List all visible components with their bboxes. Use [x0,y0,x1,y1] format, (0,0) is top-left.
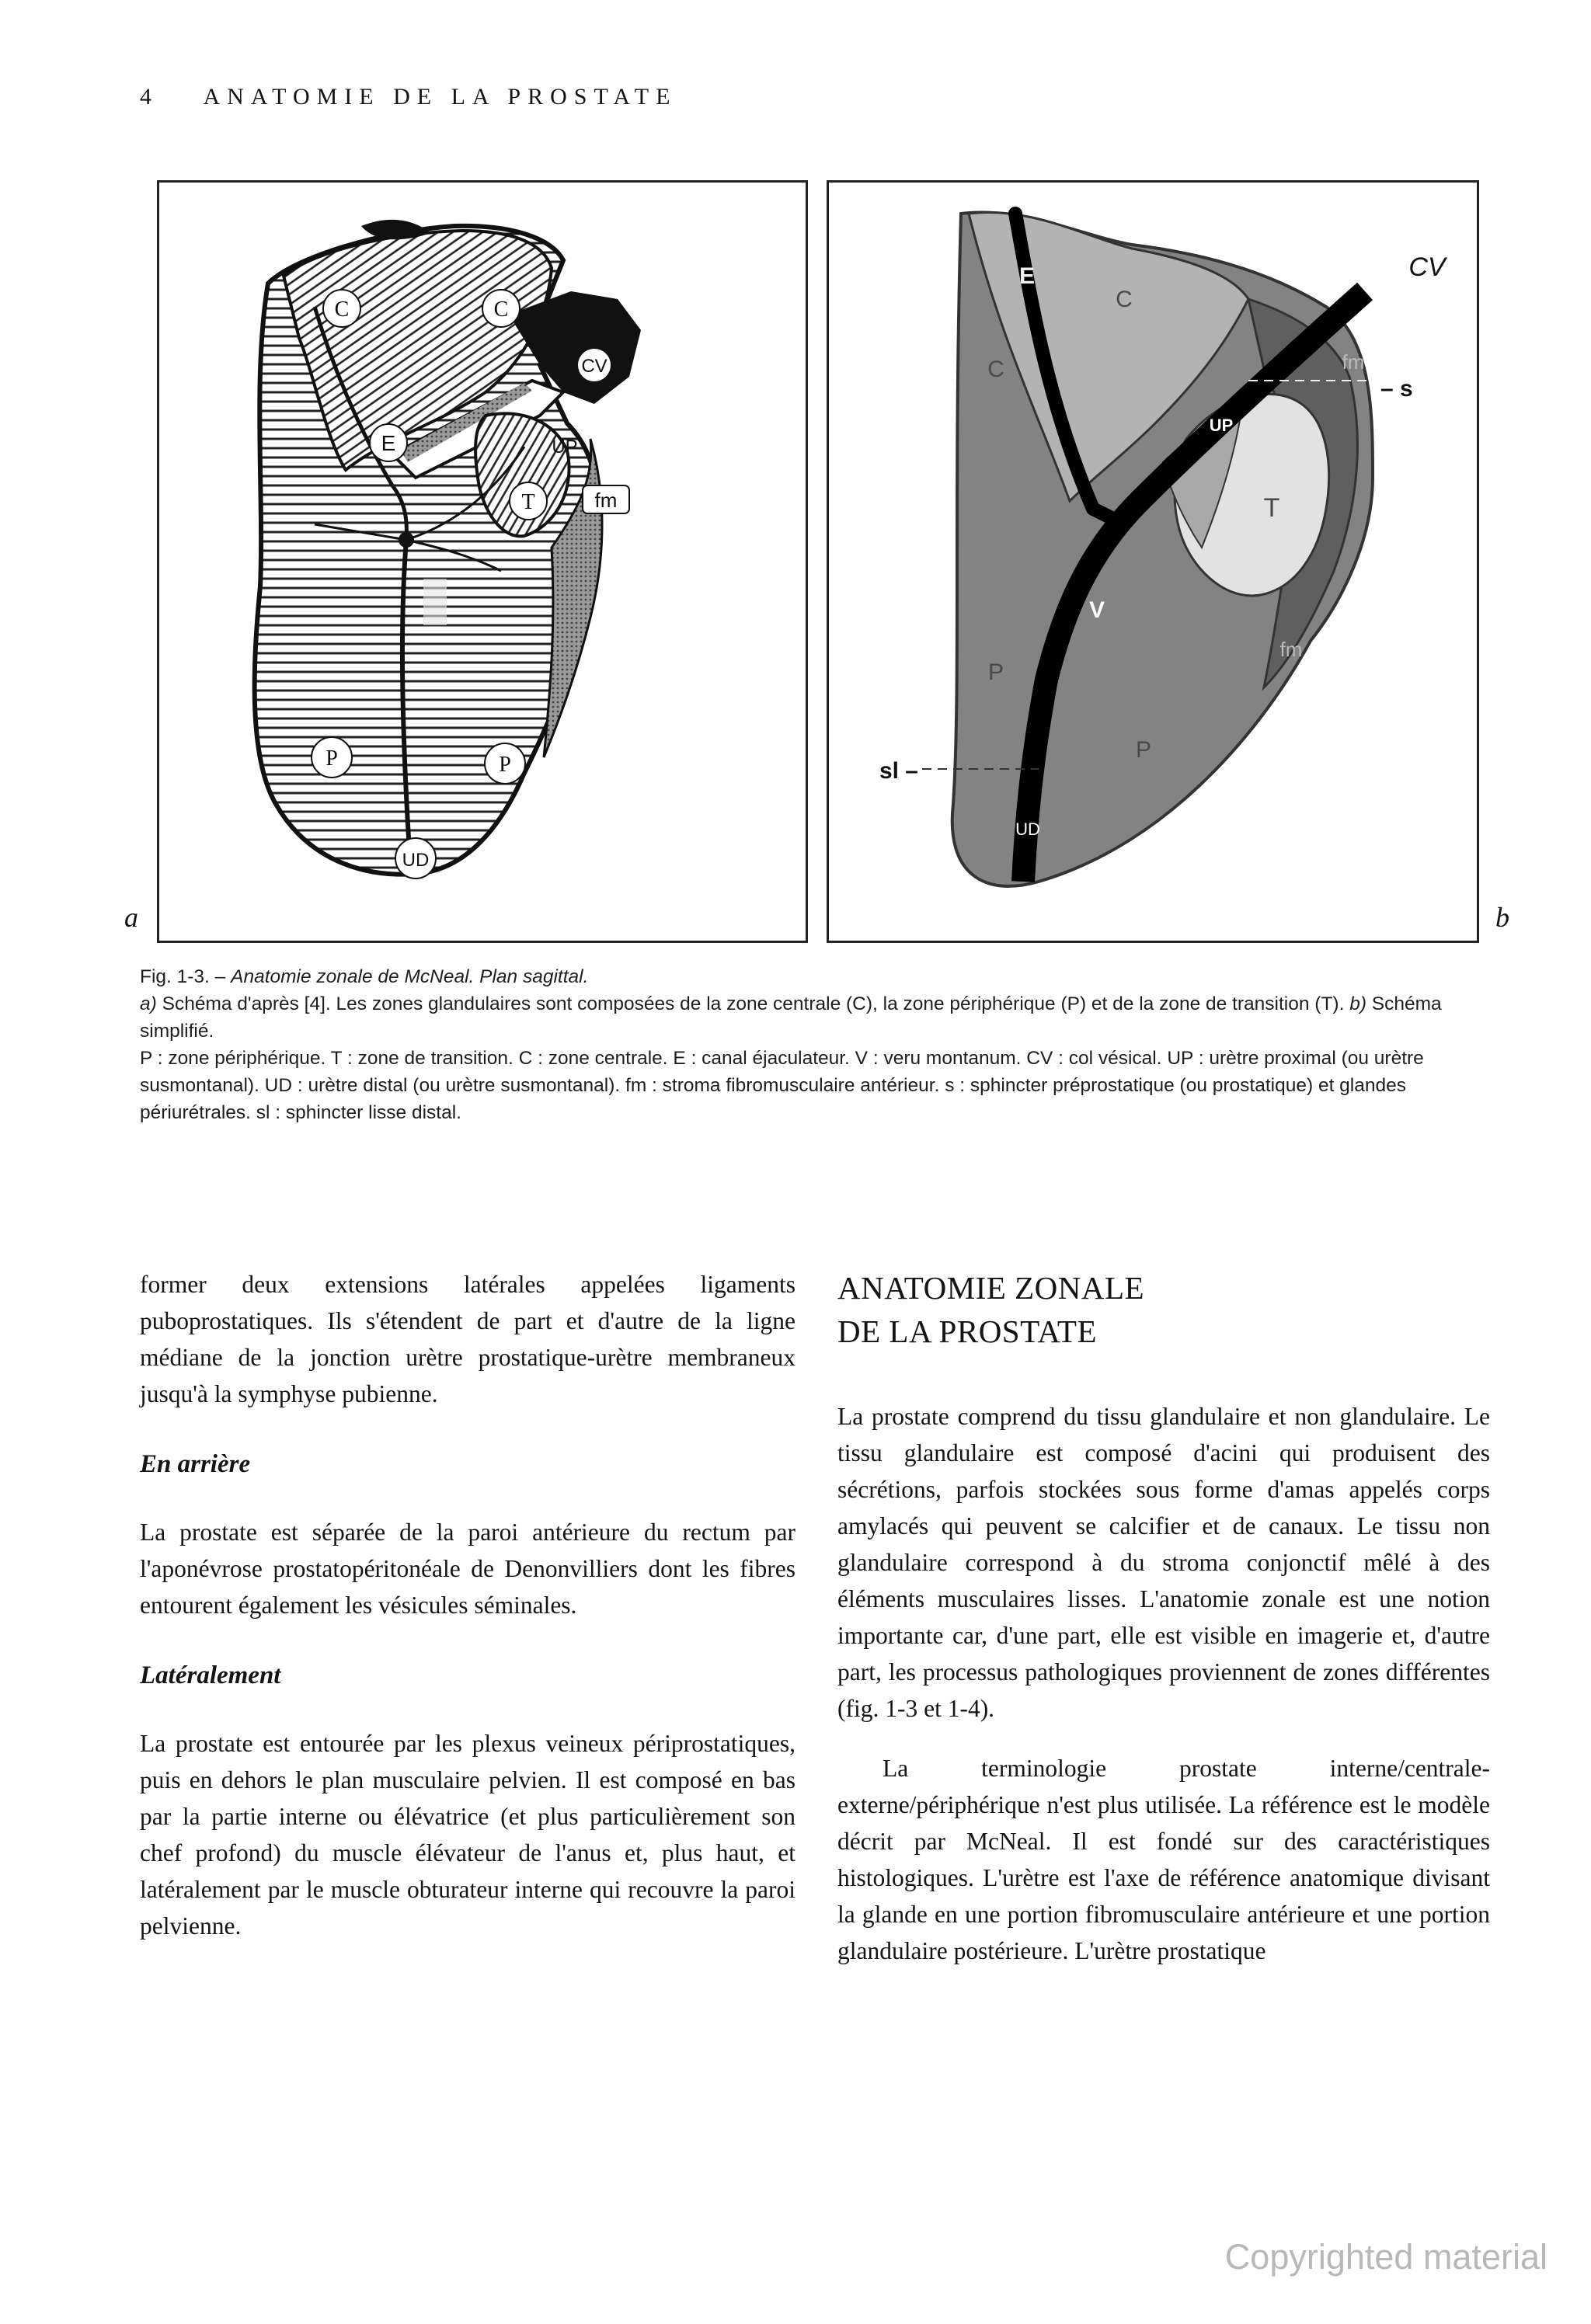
zone-label-sl: sl – [879,758,918,784]
paragraph: La prostate est entourée par les plexus veineux périprostatiques, puis en dehors le plan musculaire pelvien. Il est composé en bas par la partie interne ou élévatrice (et plus particulièrement son chef profond) du muscle élévateur de l'anus et, plus haut, et latéralement par le muscle obturateur interne qui recouvre la paroi pelvienne. [140,1730,796,1940]
left-column [140,1266,796,1944]
zone-label-p1: P [987,659,1004,685]
subheading-en-arriere: En arrière [140,1450,251,1478]
zone-label-c1: C [1116,287,1133,312]
section-heading-line1: ANATOMIE ZONALE [837,1270,1145,1306]
paragraph: former deux extensions latérales appelées ligaments puboprostatiques. Ils s'étendent de part et d'autre de la ligne médiane de la jonction urètre prostatique-urètre membraneux jusqu'à la symphyse pubienne. [140,1271,796,1407]
figure-panel-b [827,180,1479,943]
zone-label-cv: CV [1408,252,1446,282]
zone-label-fm1: fm [1342,350,1365,374]
zone-label-up: UP [1209,416,1234,435]
caption-a-label: a) [140,993,157,1014]
paragraph: La prostate est séparée de la paroi antérieure du rectum par l'aponévrose prostatopéritonéale de Denonvilliers dont les fibres entourent également les vésicules séminales. [140,1519,796,1619]
zone-label-p1: P [326,746,338,771]
caption-legend: P : zone périphérique. T : zone de transition. C : zone centrale. E : canal éjaculateur. V : veru montanum. CV : col vésical. UP : urètre proximal (ou urètre susmontanal). UD : urètre distal (ou urètre susmontanal). fm : stroma fibromusculaire antérieur. s : sphincter préprostatique (ou prostatique) et glandes périurétrales. sl : sphincter lisse distal. [140,1048,1424,1123]
figure-panel-a [157,180,808,943]
zone-label-ud: UD [1015,819,1040,839]
sagittal-schema-a [159,183,806,941]
caption-a-text: Schéma d'après [4]. Les zones glandulaires sont composées de la zone centrale (C), la zone périphérique (P) et de la zone de transition (T). [156,993,1350,1014]
zone-label-c1: C [334,297,350,322]
paragraph: La terminologie prostate interne/centrale-externe/périphérique n'est plus utilisée. La référence est le modèle décrit par McNeal. Il est fondé sur des caractéristiques histologiques. L'urètre est l'axe de référence anatomique divisant la glande en une portion fibromusculaire antérieure et une portion glandulaire postérieure. L'urètre prostatique [837,1755,1490,1964]
zone-label-p2: P [1135,737,1152,763]
zone-label-p2: P [499,753,511,777]
panel-a-label: a [124,902,138,933]
zone-label-up: UP [552,437,578,457]
panel-b-label: b [1495,902,1509,933]
zone-label-t: T [1263,493,1280,523]
copyright-watermark: Copyrighted material [1224,2237,1547,2277]
section-heading-line2: DE LA PROSTATE [837,1313,1098,1349]
running-title: ANATOMIE DE LA PROSTATE [203,84,677,110]
caption-title [140,963,1476,990]
caption-b-label: b) [1349,993,1366,1014]
zone-label-c2: C [987,357,1004,382]
right-column [837,1266,1490,1969]
zone-label-cv: CV [581,356,608,377]
caption-title-prefix: Fig. 1-3. – [140,966,232,987]
zone-label-ud: UD [402,850,430,871]
section-heading [837,1266,1490,1353]
running-header [140,84,677,110]
zone-label-fm2: fm [1279,638,1303,661]
caption-b-text: Schéma simplifié. [140,993,1442,1042]
caption-description [140,990,1476,1045]
paragraph: La prostate comprend du tissu glandulaire et non glandulaire. Le tissu glandulaire est composé d'acini qui produisent des sécrétions, parfois stockées sous forme d'amas appelés corps amylacés qui peuvent se calcifier et de canaux. Le tissu non glandulaire correspond à du stroma conjonctif mêlé à des éléments musculaires lisses. L'anatomie zonale est une notion importante car, d'une part, elle est visible en imagerie et, d'autre part, les processus pathologiques proviennent de zones différentes (fig. 1-3 et 1-4). [837,1403,1490,1722]
zone-label-c2: C [493,297,509,322]
zone-label-t: T [521,490,535,514]
zone-label-v: V [1088,597,1105,623]
caption-title-italic: Anatomie zonale de McNeal. Plan sagittal. [231,966,589,987]
figure-caption [140,963,1476,1126]
zone-label-e: E [1018,263,1036,289]
subheading-lateralement: Latéralement [140,1661,281,1689]
page-number: 4 [140,84,151,110]
zone-label-e: E [381,431,396,455]
sagittal-schema-b [829,183,1477,941]
zone-label-fm: fm [594,489,618,512]
zone-label-s: – s [1380,376,1413,402]
